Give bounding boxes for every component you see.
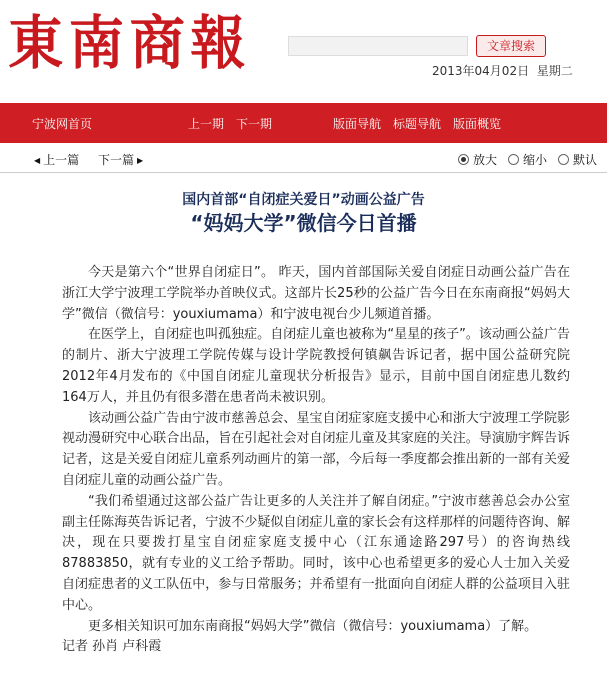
zoom-out-label: 缩小	[523, 153, 548, 167]
date-text: 2013年04月02日	[432, 64, 530, 78]
article-body	[62, 263, 570, 658]
triangle-left-icon: ◀	[34, 156, 41, 165]
zoom-in-option[interactable]	[458, 151, 497, 168]
nav-home-link[interactable]: 宁波网首页	[32, 117, 93, 131]
search-input[interactable]	[288, 36, 468, 56]
nav-next-issue-link[interactable]: 下一期	[236, 117, 273, 131]
issue-date	[432, 62, 573, 79]
article-subtitle: 国内首部“自闭症关爱日”动画公益广告	[182, 192, 425, 208]
nav-prev-issue-link[interactable]: 上一期	[188, 117, 225, 131]
triangle-right-icon: ▶	[137, 156, 144, 165]
article-paragraph: 更多相关知识可加东南商报“妈妈大学”微信（微信号：youxiumama）了解。	[88, 618, 538, 634]
nav-section-overview-link[interactable]: 版面概览	[453, 117, 502, 131]
radio-unchecked-icon[interactable]	[558, 154, 569, 165]
zoom-default-label: 默认	[573, 153, 598, 167]
prev-article-link[interactable]	[34, 151, 79, 168]
main-nav-bar	[0, 103, 607, 143]
article-paragraph: “我们希望通过这部公益广告让更多的人关注并了解自闭症。”宁波市慈善总会办公室副主任陈海英告诉记者，宁波不少疑似自闭症儿童的家长会有这样那样的问题待咨询、解决，现在只要拨打星宝自闭症家庭支援中心（江东通途路297号）的咨询热线87883850，就有专业的义工给予帮助。同时，该中心也希望更多的爱心人士加入关爱自闭症患者的义工队伍中，参与日常服务；并希望有一批面向自闭症人群的公益项目入驻中心。	[62, 493, 570, 613]
zoom-default-option[interactable]	[558, 151, 597, 168]
article-search-button[interactable]: 文章搜索	[476, 35, 546, 57]
site-header	[0, 0, 607, 103]
weekday-text: 星期二	[536, 64, 573, 78]
next-article-label: 下一篇	[98, 153, 135, 167]
nav-title-nav-link[interactable]: 标题导航	[393, 117, 442, 131]
next-article-link[interactable]	[98, 151, 146, 168]
article-title: “妈妈大学”微信今日首播	[190, 211, 417, 235]
site-logo[interactable]: 東南商報	[8, 9, 252, 77]
zoom-in-label: 放大	[473, 153, 498, 167]
prev-article-label: 上一篇	[43, 153, 80, 167]
article-paragraph: 在医学上，自闭症也叫孤独症。自闭症儿童也被称为“星星的孩子”。该动画公益广告的制片、浙大宁波理工学院传媒与设计学院教授何镇飙告诉记者，据中国公益研究院2012年4月发布的《中国自闭症儿童现状分析报告》显示，目前中国自闭症患儿数约164万人，并且仍有很多潜在患者尚未被识别。	[62, 327, 570, 405]
nav-section-nav-link[interactable]: 版面导航	[333, 117, 382, 131]
radio-checked-icon[interactable]	[458, 154, 469, 165]
radio-unchecked-icon[interactable]	[508, 154, 519, 165]
article-paragraph: 今天是第六个“世界自闭症日”。 昨天，国内首部国际关爱自闭症日动画公益广告在浙江大学宁波理工学院举办首映仪式。这部片长25秒的公益广告今日在东南商报“妈妈大学”微信（微信号：youxiumama）和宁波电视台少儿频道首播。	[62, 265, 570, 322]
zoom-out-option[interactable]	[508, 151, 547, 168]
article-byline: 记者 孙肖 卢科霞	[62, 639, 162, 655]
article-paragraph: 该动画公益广告由宁波市慈善总会、星宝自闭症家庭支援中心和浙大宁波理工学院影视动漫研究中心联合出品，旨在引起社会对自闭症儿童及其家庭的关注。导演励宇辉告诉记者，这是关爱自闭症儿童系列动画片的第一部，今后每一季度都会推出新的一部有关爱自闭症儿童的动画公益广告。	[62, 410, 570, 488]
divider	[0, 172, 607, 173]
article-toolbar	[0, 148, 607, 170]
